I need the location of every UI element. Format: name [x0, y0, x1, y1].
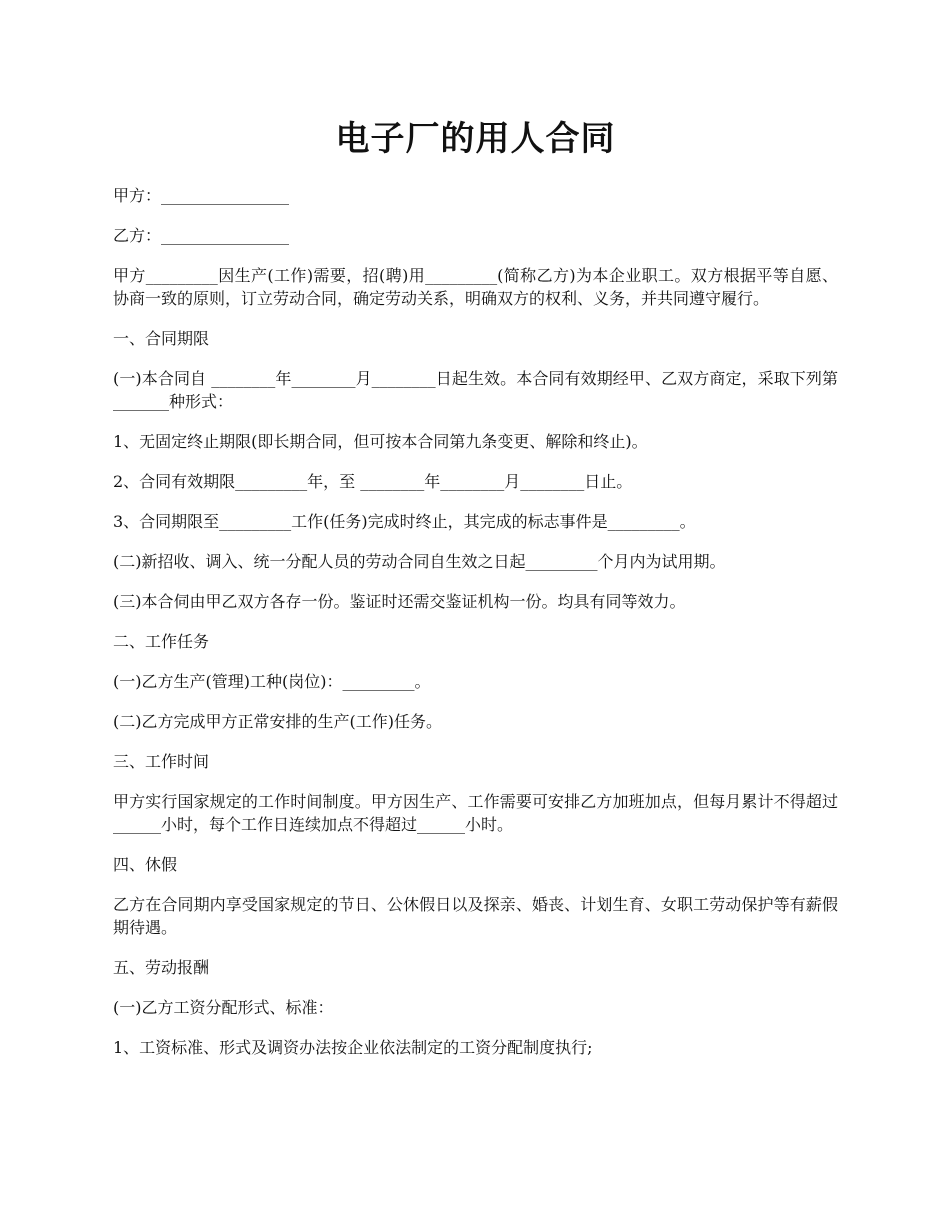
clause-complete-tasks: (二)乙方完成甲方正常安排的生产(工作)任务。 [113, 712, 442, 731]
document-title: 电子厂的用人合同 [335, 119, 616, 159]
clause-copies: (三)本合伺由甲乙双方各存一份。鉴证时还需交鉴证机构一份。均具有同等效力。 [113, 592, 686, 611]
clause-fixed-term: 2、合同有效期限_________年，至 ________年________月________日止。 [113, 472, 633, 491]
clause-effective-date: (一)本合同自 ________年________月________日起生效。本合同有效期经甲、乙双方商定，采取下列第_______种形式： [113, 369, 838, 411]
party-a-line: 甲方：________________ [113, 186, 290, 205]
section-heading-leave: 四、休假 [113, 855, 178, 874]
clause-working-hours: 甲方实行国家规定的工作时间制度。甲方因生产、工作需要可安排乙方加班加点，但每月累计不得超过______小时，每个工作日连续加点不得超过______小时。 [113, 792, 838, 834]
clause-wage-standard: 1、工资标准、形式及调资办法按企业依法制定的工资分配制度执行; [113, 1038, 593, 1057]
section-heading-remuneration: 五、劳动报酬 [113, 958, 210, 977]
clause-task-term: 3、合同期限至_________工作(任务)完成时终止，其完成的标志事件是_________。 [113, 512, 696, 531]
party-b-line: 乙方：________________ [113, 226, 290, 245]
section-heading-work-tasks: 二、工作任务 [113, 632, 210, 651]
section-heading-working-hours: 三、工作时间 [113, 752, 210, 771]
clause-open-ended-term: 1、无固定终止期限(即长期合同，但可按本合同第九条变更、解除和终止)。 [113, 432, 648, 451]
preamble-paragraph: 甲方_________因生产(工作)需要，招(聘)用_________(简称乙方)为本企业职工。双方根据平等自愿、协商一致的原则，订立劳动合同，确定劳动关系，明确双方的权利、义务，并共同遵守履行。 [113, 266, 838, 308]
clause-wage-form: (一)乙方工资分配形式、标准： [113, 998, 334, 1017]
section-heading-contract-term: 一、合同期限 [113, 329, 210, 348]
clause-job-position: (一)乙方生产(管理)工种(岗位)：_________。 [113, 672, 431, 691]
clause-probation: (二)新招收、调入、统一分配人员的劳动合同自生效之日起_________个月内为试用期。 [113, 552, 726, 571]
clause-leave: 乙方在合同期内享受国家规定的节日、公休假日以及探亲、婚丧、计划生育、女职工劳动保护等有薪假期待遇。 [113, 895, 838, 937]
